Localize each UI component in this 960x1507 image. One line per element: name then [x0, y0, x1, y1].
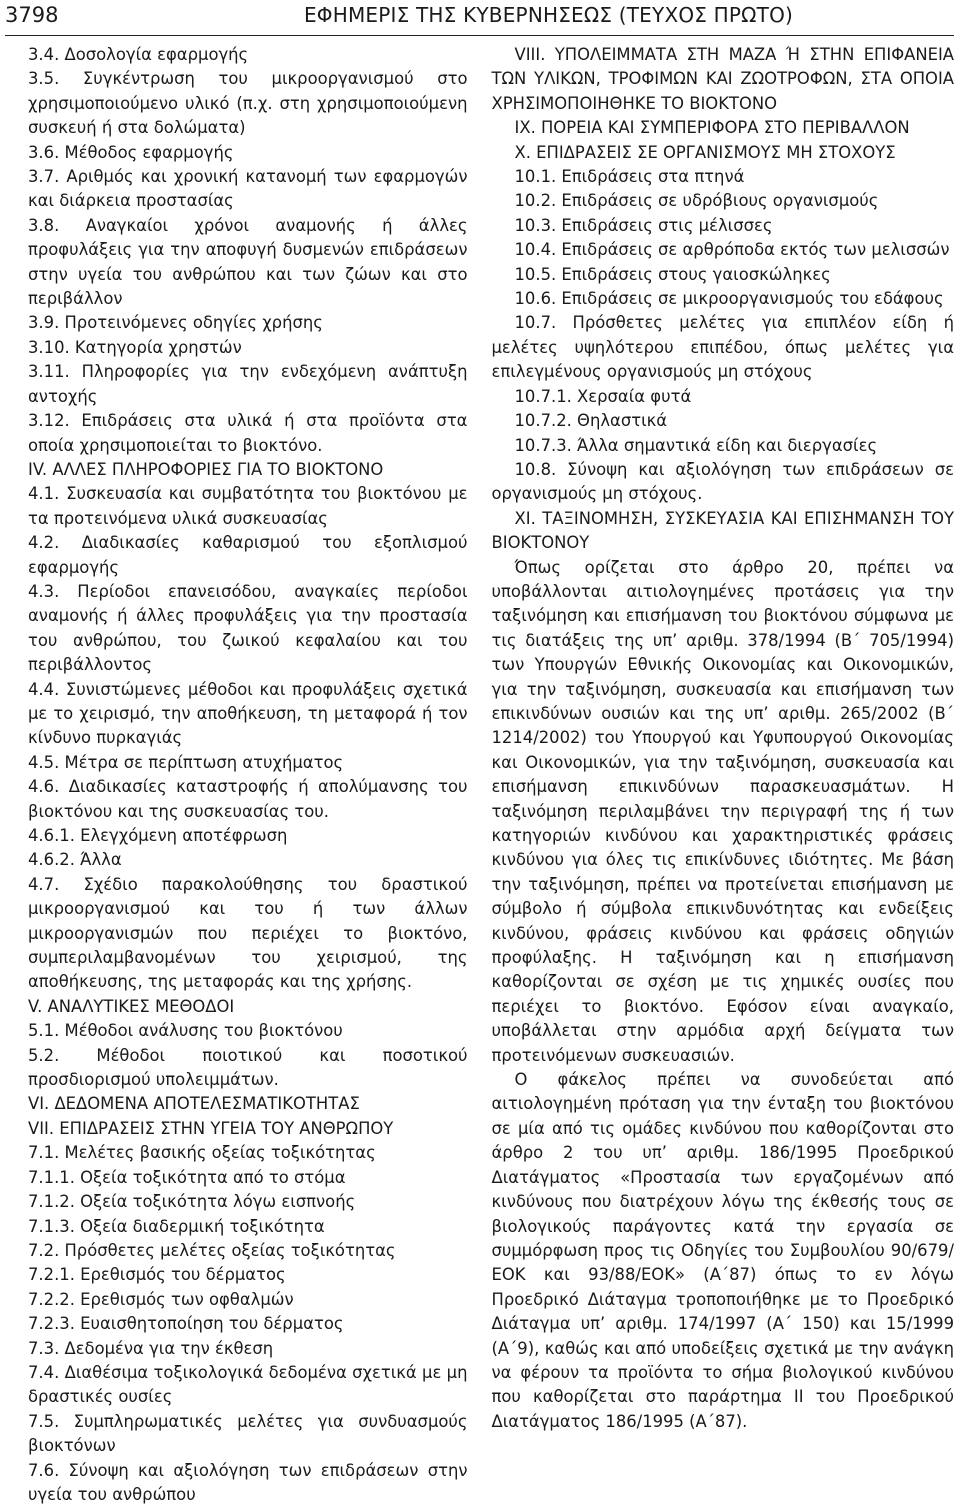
section-heading: 10.4. Επιδράσεις σε αρθρόποδα εκτός των μελισσών	[514, 240, 950, 260]
section-heading: 7.3. Δεδομένα για την έκθεση	[28, 1338, 274, 1358]
section-heading: 3.5. Συγκέντρωση του μικροοργανισμού στο χρησιμοποιούμενο υλικό (π.χ. στη χρησιμοποιούμενη συσκευή ή στα δολώματα)	[28, 69, 468, 138]
section-heading: 4.7. Σχέδιο παρακολούθησης του δραστικού μικροοργανισμού και του ή των άλλων μικροοργανισμών που περιέχει το βιοκτόνο, συμπεριλαμβανομένων του χειρισμού, της αποθήκευσης, της μεταφοράς και της χρήσης.	[28, 874, 468, 992]
section-heading: 7.4. Διαθέσιμα τοξικολογικά δεδομένα σχετικά με μη δραστικές ουσίες	[28, 1362, 468, 1407]
section-heading: 4.6.1. Ελεγχόμενη αποτέφρωση	[28, 826, 288, 845]
section-heading: 10.7.3. Άλλα σημαντικά είδη και διεργασίες	[514, 435, 878, 455]
section-heading: IV. ΑΛΛΕΣ ΠΛΗΡΟΦΟΡΙΕΣ ΓΙΑ ΤΟ ΒΙΟΚΤΟΝΟ	[28, 459, 384, 479]
section-heading: 3.6. Μέθοδος εφαρμογής	[28, 142, 234, 162]
section-heading: 7.5. Συμπληρωματικές μελέτες για συνδυασμούς βιοκτόνων	[28, 1411, 468, 1456]
section-heading: 10.1. Επιδράσεις στα πτηνά	[514, 167, 745, 187]
section-heading: 7.2.1. Ερεθισμός του δέρματος	[28, 1265, 286, 1285]
section-heading: 10.8. Σύνοψη και αξιολόγηση των επιδράσεων σε οργανισμούς μη στόχους.	[491, 459, 954, 504]
section-heading: 7.1.1. Οξεία τοξικότητα από το στόμα	[28, 1167, 346, 1187]
section-heading: V. ΑΝΑΛΥΤΙΚΕΣ ΜΕΘΟΔΟΙ	[28, 996, 235, 1016]
section-heading: 3.9. Προτεινόμενες οδηγίες χρήσης	[28, 313, 323, 333]
section-heading: 10.7.2. Θηλαστικά	[514, 411, 668, 431]
section-heading: 10.7. Πρόσθετες μελέτες για επιπλέον είδη ή μελέτες υψηλότερου επιπέδου, όπως μελέτες για επιλεγμένους οργανισμούς μη στόχους	[491, 313, 954, 382]
left-column	[5, 43, 468, 1507]
section-heading: 7.2. Πρόσθετες μελέτες οξείας τοξικότητας	[28, 1240, 396, 1260]
section-heading: IX. ΠΟΡΕΙΑ ΚΑΙ ΣΥΜΠΕΡΙΦΟΡΑ ΣΤΟ ΠΕΡΙΒΑΛΛΟΝ	[514, 118, 910, 138]
section-heading: 7.1. Μελέτες βασικής οξείας τοξικότητας	[28, 1143, 376, 1163]
section-heading: 10.6. Επιδράσεις σε μικροοργανισμούς του εδάφους	[514, 289, 944, 309]
body-paragraph: Ο φάκελος πρέπει να συνοδεύεται από αιτιολογημένη πρόταση για την ένταξη του βιοκτόνου σε μία από τις ομάδες κινδύνου που καθορίζονται στο άρθρο 2 του υπ’ αριθμ. 186/1995 Προεδρικού Διατάγματος «Προστασία των εργαζομένων από κινδύνους που διατρέχουν λόγω της έκθεσής τους σε βιολογικούς παράγοντες κατά την εργασία σε συμμόρφωση προς τις Οδηγίες του Συμβουλίου 90/679/ΕΟΚ και 93/88/ΕΟΚ» (Α΄87) όπως το εν λόγω Προεδρικό Διάταγμα τροποποιήθηκε με το Προεδρικό Διάταγμα υπ’ αριθμ. 174/1997 (Α΄ 150) και 15/1999 (Α΄9), καθώς και από υποδείξεις σχετικά με την ανάγκη να φέρουν τα προϊόντα το σήμα βιολογικού κινδύνου που καθορίζεται στο παράρτημα ΙΙ του Προεδρικού Διατάγματος 186/1995 (Α΄87).	[491, 1070, 954, 1431]
section-heading: 10.3. Επιδράσεις στις μέλισσες	[514, 215, 773, 235]
right-column	[492, 43, 955, 1507]
section-heading: 4.2. Διαδικασίες καθαρισμού του εξοπλισμού εφαρμογής	[28, 533, 468, 577]
section-heading: 3.10. Κατηγορία χρηστών	[28, 337, 242, 357]
section-heading: VIII. ΥΠΟΛΕΙΜΜΑΤΑ ΣΤΗ ΜΑΖΑ Ή ΣΤΗΝ ΕΠΙΦΑΝΕΙΑ ΤΩΝ ΥΛΙΚΩΝ, ΤΡΟΦΙΜΩΝ ΚΑΙ ΖΩΟΤΡΟΦΩΝ, ΣΤΑ ΟΠΟΙΑ ΧΡΗΣΙΜΟΠΟΙΗΘΗΚΕ ΤΟ ΒΙΟΚΤΟΝΟ	[491, 45, 954, 113]
page-number: 3798	[5, 3, 59, 27]
section-heading: 7.1.2. Οξεία τοξικότητα λόγω εισπνοής	[28, 1192, 356, 1212]
section-heading: 3.8. Αναγκαίοι χρόνοι αναμονής ή άλλες προφυλάξεις για την αποφυγή δυσμενών επιδράσεων στην υγεία του ανθρώπου και των ζώων και στο περιβάλλον	[28, 215, 468, 309]
section-heading: 10.2. Επιδράσεις σε υδρόβιους οργανισμούς	[514, 191, 879, 211]
section-heading: 3.7. Αριθμός και χρονική κατανομή των εφαρμογών και διάρκεια προστασίας	[28, 167, 468, 211]
section-heading: 4.4. Συνιστώμενες μέθοδοι και προφυλάξεις σχετικά με το χειρισμό, την αποθήκευση, τη μεταφορά ή τον κίνδυνο πυρκαγιάς	[28, 679, 468, 748]
page-header	[5, 0, 954, 36]
section-heading: XI. ΤΑΞΙΝΟΜΗΣΗ, ΣΥΣΚΕΥΑΣΙΑ ΚΑΙ ΕΠΙΣΗΜΑΝΣΗ ΤΟΥ ΒΙΟΚΤΟΝΟΥ	[491, 508, 954, 553]
section-heading: VI. ΔΕΔΟΜΕΝΑ ΑΠΟΤΕΛΕΣΜΑΤΙΚΟΤΗΤΑΣ	[28, 1094, 360, 1114]
section-heading: 10.7.1. Χερσαία φυτά	[514, 386, 692, 406]
section-heading: VII. ΕΠΙΔΡΑΣΕΙΣ ΣΤΗΝ ΥΓΕΙΑ ΤΟΥ ΑΝΘΡΩΠΟΥ	[28, 1118, 394, 1138]
section-heading: 4.1. Συσκευασία και συμβατότητα του βιοκτόνου με τα προτεινόμενα υλικά συσκευασίας	[28, 484, 468, 528]
section-heading: 7.2.2. Ερεθισμός των οφθαλμών	[28, 1289, 294, 1309]
section-heading: 3.11. Πληροφορίες για την ενδεχόμενη ανάπτυξη αντοχής	[28, 362, 468, 406]
section-heading: 10.5. Επιδράσεις στους γαιοσκώληκες	[514, 264, 831, 284]
section-heading: 4.5. Μέτρα σε περίπτωση ατυχήματος	[28, 752, 344, 772]
section-heading: 4.6.2. Άλλα	[28, 850, 122, 870]
section-heading: 3.4. Δοσολογία εφαρμογής	[28, 45, 249, 64]
section-heading: 5.2. Μέθοδοι ποιοτικού και ποσοτικού προσδιορισμού υπολειμμάτων.	[28, 1045, 468, 1090]
section-heading: 3.12. Επιδράσεις στα υλικά ή στα προϊόντα στα οποία χρησιμοποιείται το βιοκτόνο.	[28, 411, 468, 455]
section-heading: 4.3. Περίοδοι επανεισόδου, αναγκαίες περίοδοι αναμονής ή άλλες προφυλάξεις για την προστασία του ανθρώπου, του ζωικού κεφαλαίου και του περιβάλλοντος	[28, 581, 468, 675]
section-heading: 7.1.3. Οξεία διαδερμική τοξικότητα	[28, 1216, 325, 1236]
section-heading: 4.6. Διαδικασίες καταστροφής ή απολύμανσης του βιοκτόνου και της συσκευασίας του.	[28, 777, 468, 821]
section-heading: 7.2.3. Ευαισθητοποίηση του δέρματος	[28, 1314, 344, 1334]
body-paragraph: Όπως ορίζεται στο άρθρο 20, πρέπει να υποβάλλονται αιτιολογημένες προτάσεις για την ταξινόμηση και επισήμανση του βιοκτόνου σύμφωνα με τις διατάξεις της υπ’ αριθμ. 378/1994 (Β΄ 705/1994) των Υπουργών Εθνικής Οικονομίας και Οικονομικών, για την ταξινόμηση, συσκευασία και επισήμανση των επικινδύνων ουσιών και της υπ’ αριθμ. 265/2002 (Β΄ 1214/2002) του Υπουργού και Υφυπουργού Οικονομίας και Οικονομικών, για την ταξινόμηση, συσκευασία και επισήμανση επικινδύνων παρασκευασμάτων. Η ταξινόμηση περιλαμβάνει την περιγραφή της ή των κατηγοριών κινδύνου και χαρακτηριστικές φράσεις κινδύνου για όλες τις επικίνδυνες ιδιότητες. Με βάση την ταξινόμηση, πρέπει να προτείνεται επισήμανση με σύμβολο ή σύμβολα επικινδυνότητας και ενδείξεις κινδύνου, φράσεις κινδύνου και φράσεις οδηγιών προφύλαξης. Η ταξινόμηση και η επισήμανση καθορίζονται σε σχέση με τις χημικές ουσίες που περιέχει το βιοκτόνο. Εφόσον είναι αναγκαίο, υποβάλλεται στην αρμόδια αρχή δείγματα των προτεινόμενων συσκευασιών.	[491, 557, 954, 1065]
section-heading: X. ΕΠΙΔΡΑΣΕΙΣ ΣΕ ΟΡΓΑΝΙΣΜΟΥΣ ΜΗ ΣΤΟΧΟΥΣ	[514, 142, 896, 162]
section-heading: 7.6. Σύνοψη και αξιολόγηση των επιδράσεων στην υγεία του ανθρώπου	[28, 1460, 468, 1504]
journal-title: ΕΦΗΜΕΡΙΣ ΤΗΣ ΚΥΒΕΡΝΗΣΕΩΣ (ΤΕΥΧΟΣ ΠΡΩΤΟ)	[303, 3, 794, 27]
section-heading: 5.1. Μέθοδοι ανάλυσης του βιοκτόνου	[28, 1021, 343, 1041]
